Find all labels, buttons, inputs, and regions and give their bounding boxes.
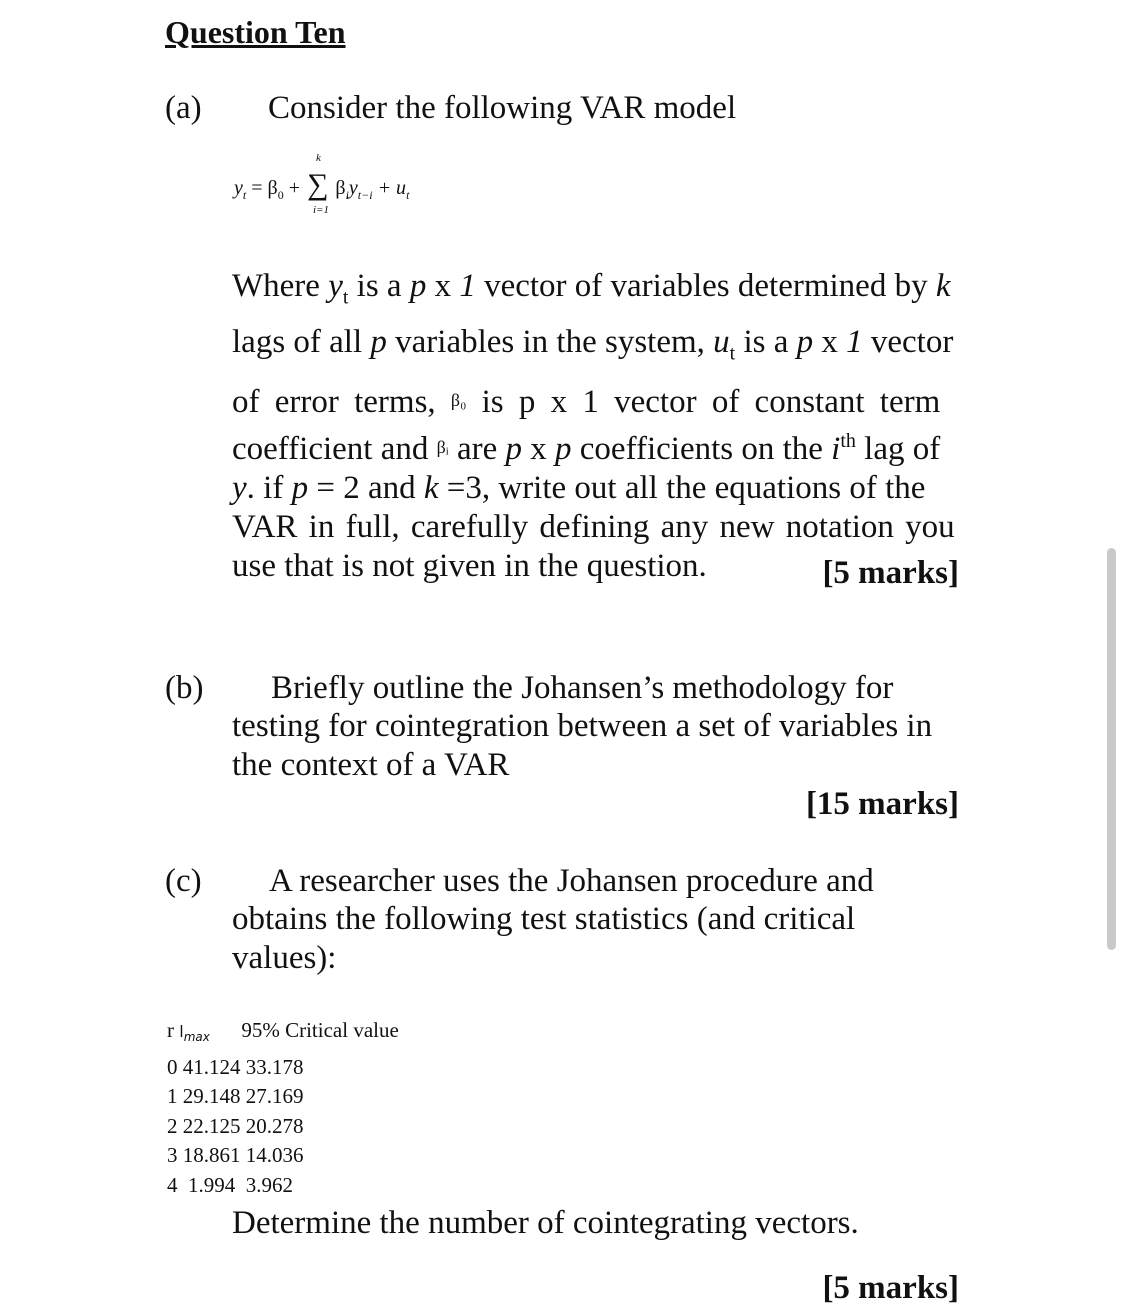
part-a-description: Where $y_t$ is a p x 1 vector of variables determined by k lags of all p variables in the system, $u_t$ is a p x 1 vector of error terms, β₀ is p x 1 vector of constant term coefficient and βᵢ are p x p coefficients on the $i^{th}$ lag of y. if p = 2 and k =3, write out all the equations of the VAR in full, carefully defining any new notation you use that is not given in the question. (232, 268, 955, 585)
part-c-label: (c) (165, 863, 202, 899)
question-title: Question Ten (165, 14, 346, 50)
part-b-line2: testing for cointegration between a set of variables in (232, 708, 933, 744)
part-c-question: Determine the number of cointegrating vectors. (232, 1205, 859, 1241)
part-c-marks: [5 marks] (822, 1270, 959, 1306)
part-b-line3: the context of a VAR (232, 747, 510, 783)
summation-symbol: ∑ k i=1 (306, 152, 329, 216)
table-row: 2 22.125 20.278 (167, 1113, 304, 1138)
part-b-label: (b) (165, 670, 204, 706)
vertical-scrollbar[interactable] (1107, 548, 1116, 950)
part-c-line2: obtains the following test statistics (and critical (232, 901, 856, 937)
table-row: 0 41.124 33.178 (167, 1054, 304, 1079)
part-c-line3: values): (232, 940, 337, 976)
part-c-line1: A researcher uses the Johansen procedure and (269, 863, 874, 899)
table-header: r $l_{max}$ 95% Critical value (167, 1018, 399, 1045)
part-a-label: (a) (165, 90, 202, 126)
table-row: 3 18.861 14.036 (167, 1143, 304, 1168)
table-row: 4 1.994 3.962 (167, 1172, 293, 1197)
part-a-heading: Consider the following VAR model (268, 90, 737, 126)
part-b-marks: [15 marks] (805, 786, 959, 822)
johansen-results-table (167, 1016, 399, 1200)
part-a-marks: [5 marks] (822, 555, 959, 591)
lambda-max-symbol: $l_{max}$ (179, 1022, 210, 1045)
part-b-line1: Briefly outline the Johansen’s methodology for (271, 670, 894, 706)
var-equation: $y_t = \beta_0$ + ∑ k i=1 $\beta_iy_{t-i} + u_t$ (234, 152, 410, 216)
table-row: 1 29.148 27.169 (167, 1084, 304, 1109)
